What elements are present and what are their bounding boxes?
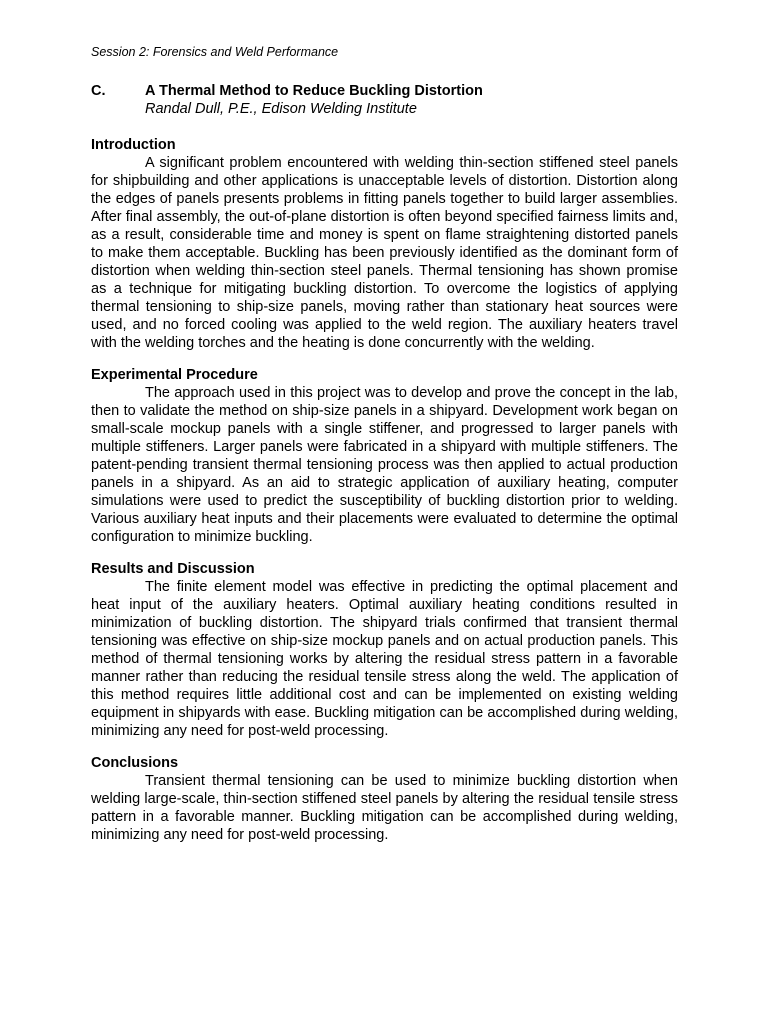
section-heading: Introduction [91,137,176,153]
document-page [91,44,678,844]
section-heading: Experimental Procedure [91,367,258,383]
paper-author: Randal Dull, P.E., Edison Welding Institute [145,101,417,117]
running-header: Session 2: Forensics and Weld Performance [91,45,339,59]
section-results-and-discussion [91,560,678,740]
section-body: The approach used in this project was to develop and prove the concept in the lab, then to validate the method on ship-size panels in a shipyard. Development work began on small-scale mockup panels with a single stiffener, and progressed to larger panels with multiple stiffeners. Larger panels were fabricated in a shipyard with multiple stiffeners. The patent-pending transient thermal tensioning process was then applied to actual production panels in a shipyard. As an aid to strategic application of auxiliary heating, computer simulations were used to predict the susceptibility of buckling distortion prior to welding. Various auxiliary heat inputs and their placements were evaluated to determine the optimal configuration to minimize buckling. [91,385,678,545]
section-body: A significant problem encountered with welding thin-section stiffened steel panels for shipbuilding and other applications is unacceptable levels of distortion. Distortion along the edges of panels presents problems in fitting panels together to build larger assemblies. After final assembly, the out-of-plane distortion is often beyond specified fairness limits and, as a result, considerable time and money is spent on flame straightening distorted panels to make them acceptable. Buckling has been previously identified as the dominant form of distortion when welding thin-section steel panels. Thermal tensioning has shown promise as a technique for mitigating buckling distortion. To overcome the logistics of applying thermal tensioning to ship-size panels, moving rather than stationary heat sources were used, and no forced cooling was applied to the weld region. The auxiliary heaters travel with the welding torches and the heating is done concurrently with the welding. [91,155,678,351]
section-experimental-procedure [91,366,678,546]
paper-title: A Thermal Method to Reduce Buckling Distortion [145,83,483,99]
section-body: Transient thermal tensioning can be used to minimize buckling distortion when welding large-scale, thin-section stiffened steel panels by altering the residual tensile stress pattern in a favorable manner. Buckling mitigation can be accomplished during welding, minimizing any need for post-weld processing. [91,773,678,843]
section-heading: Results and Discussion [91,561,255,577]
section-body: The finite element model was effective in predicting the optimal placement and heat input of the auxiliary heaters. Optimal auxiliary heating conditions resulted in minimization of buckling distortion. The shipyard trials confirmed that transient thermal tensioning was effective on ship-size mockup panels and on actual production panels. This method of thermal tensioning works by altering the residual stress pattern in a favorable manner rather than reducing the residual tensile stress along the weld. The application of this method requires little additional cost and can be implemented on existing welding equipment in shipyards with ease. Buckling mitigation can be accomplished during welding, minimizing any need for post-weld processing. [91,579,678,739]
section-heading: Conclusions [91,755,179,771]
section-letter: C. [91,83,106,99]
title-block [91,82,678,122]
section-introduction [91,136,678,352]
section-conclusions [91,754,678,844]
